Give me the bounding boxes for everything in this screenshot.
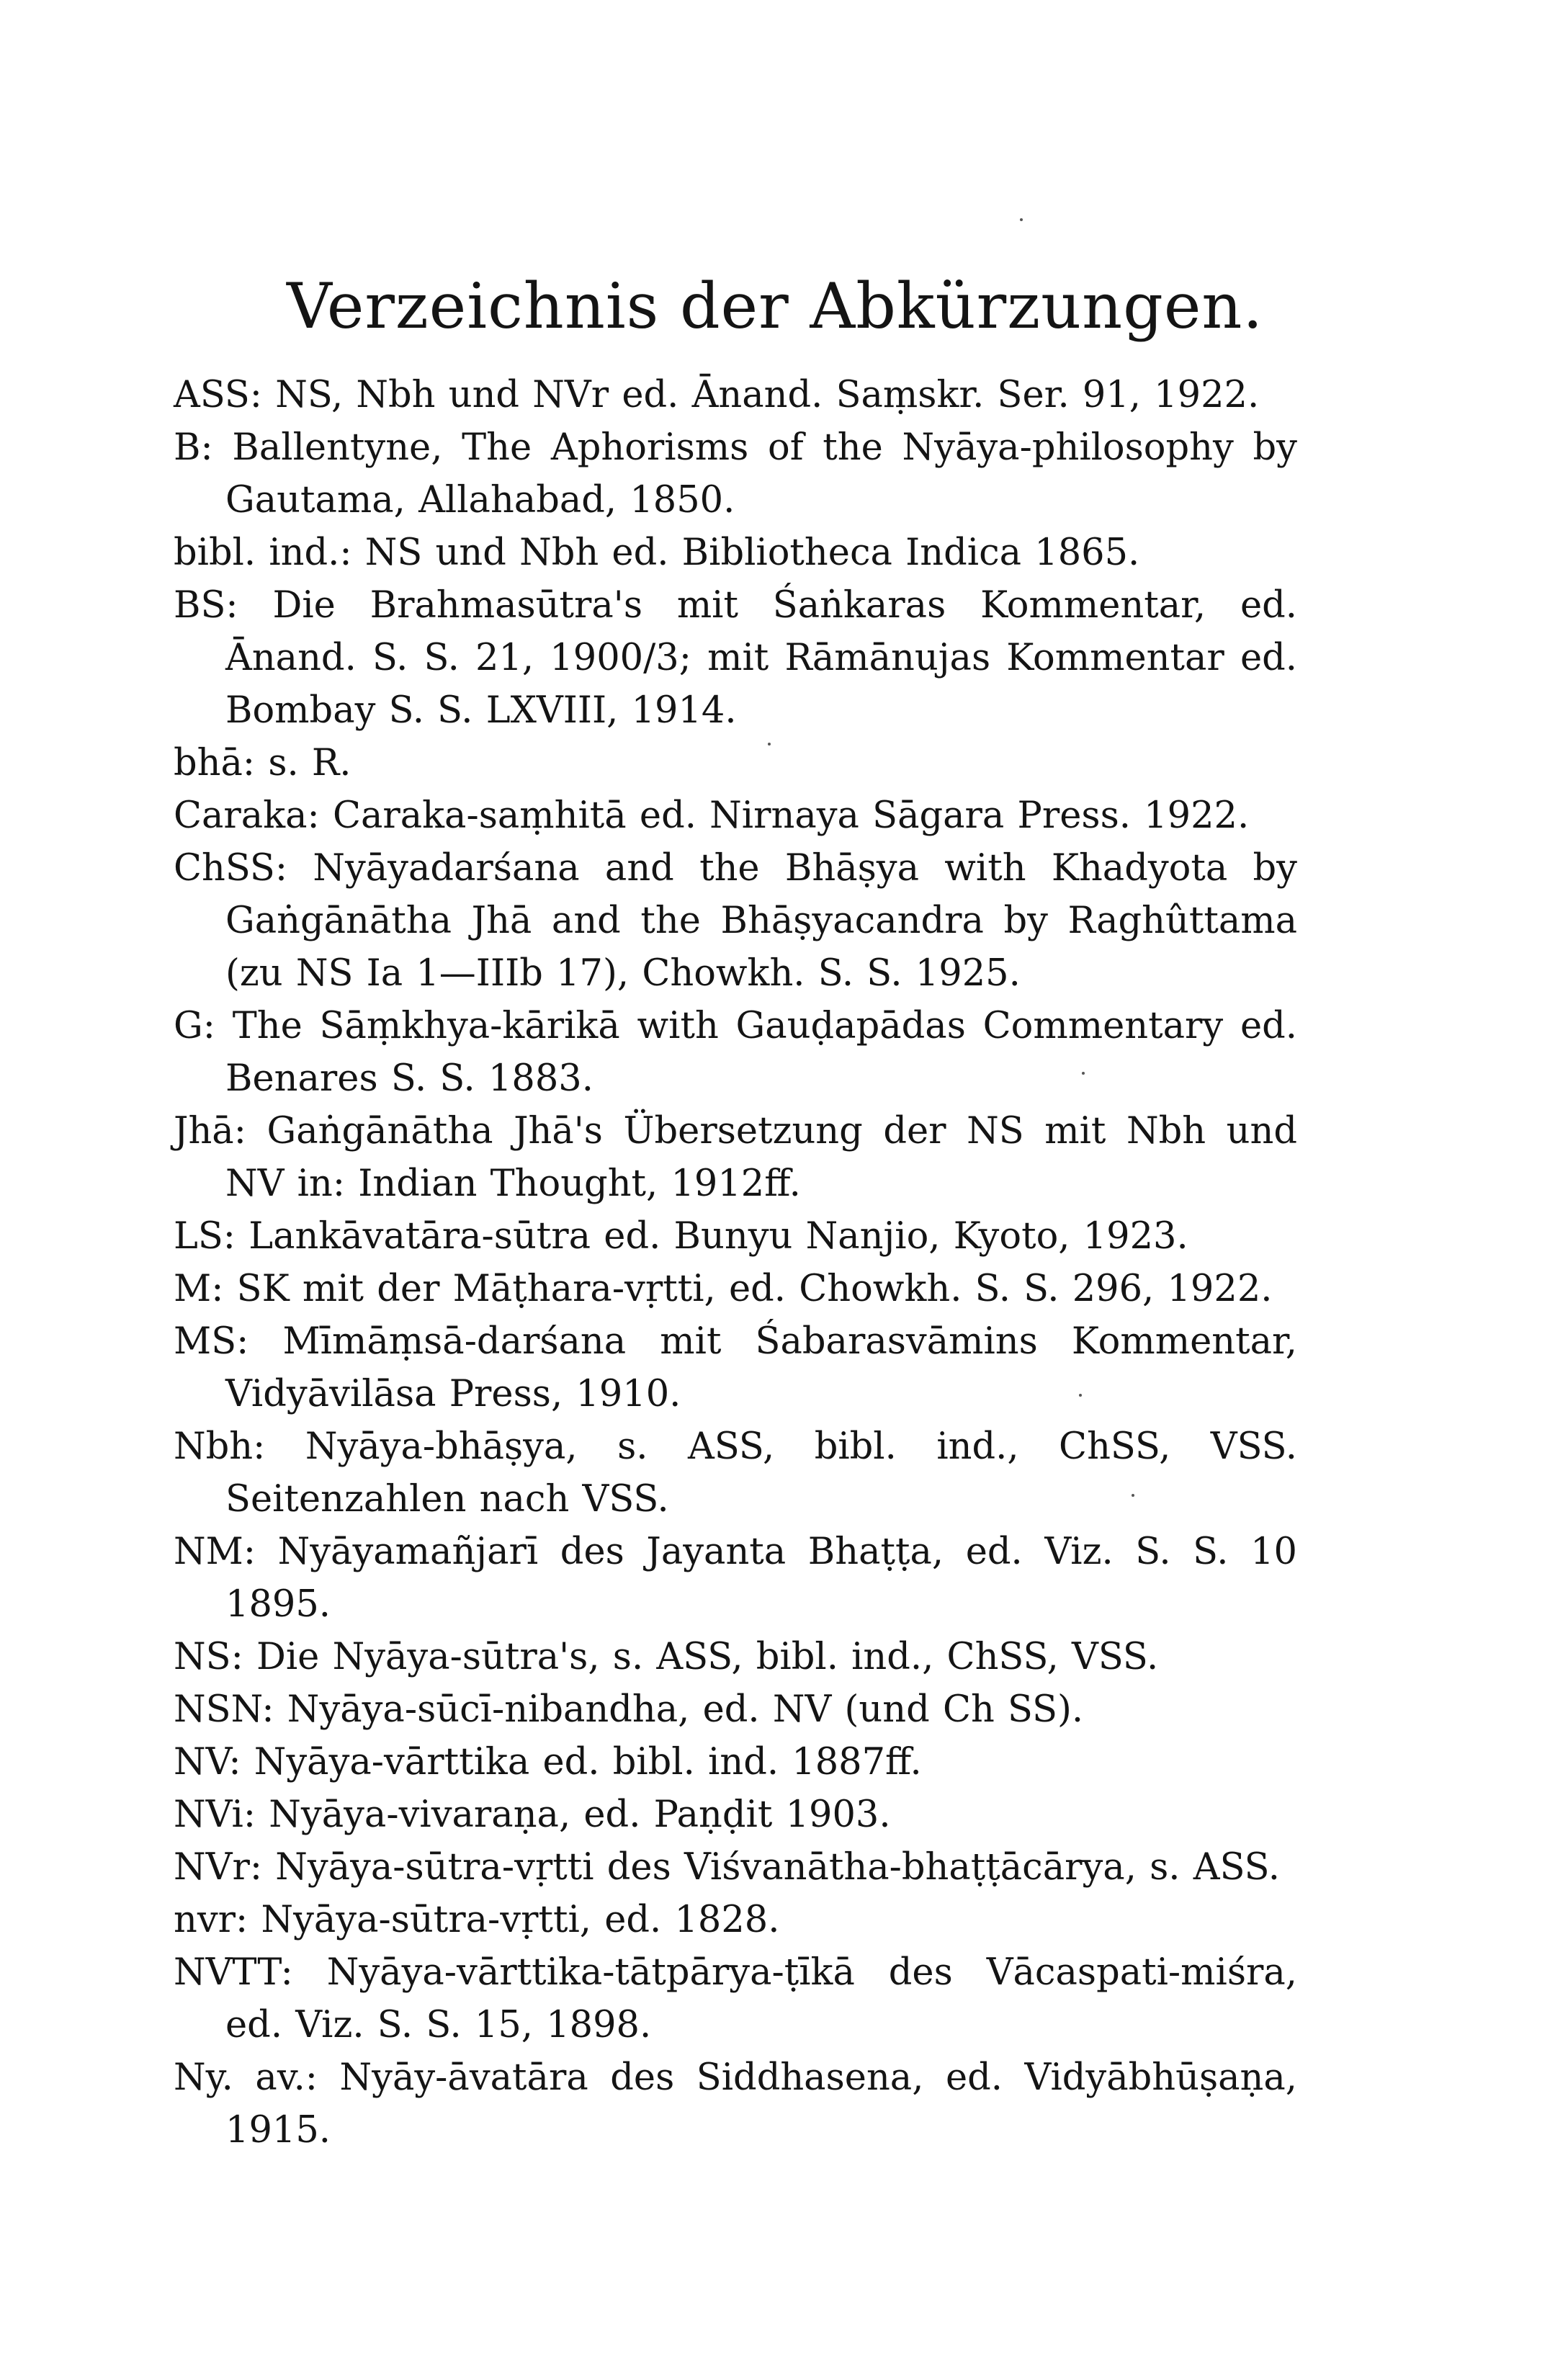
page-title: Verzeichnis der Abkürzungen. <box>287 269 1264 343</box>
abbreviation-text: Nyāya-sūcī-nibandha, ed. NV (und Ch SS). <box>287 1688 1084 1731</box>
scan-speck <box>1020 218 1023 221</box>
abbreviation-key: nvr: <box>174 1899 248 1941</box>
abbreviation-entry <box>174 1263 1297 1315</box>
abbreviation-entry <box>174 579 1297 737</box>
abbreviation-entry <box>174 369 1297 421</box>
abbreviation-entry <box>174 1526 1297 1631</box>
abbreviation-entry <box>174 1946 1297 2051</box>
abbreviation-key: NS: <box>174 1636 243 1678</box>
abbreviation-entry <box>174 1000 1297 1105</box>
scan-speck <box>768 743 771 746</box>
abbreviation-entry <box>174 842 1297 1000</box>
abbreviation-text: Die Nyāya-sūtra's, s. ASS, bibl. ind., ChSS, VSS. <box>256 1636 1159 1678</box>
abbreviation-list <box>174 369 1297 2157</box>
abbreviation-entry <box>174 1736 1297 1789</box>
abbreviation-text: Nyāyadarśana and the Bhāṣya with Khadyota by Gaṅgānātha Jhā and the Bhāṣyacandra by Raghûttama (zu NS Ia 1—IIIb 17), Chowkh. S. S. 1925. <box>225 847 1297 995</box>
abbreviation-key: M: <box>174 1268 224 1310</box>
abbreviation-entry <box>174 1210 1297 1263</box>
abbreviation-text: Nyāya-vārttika ed. bibl. ind. 1887ff. <box>254 1741 922 1783</box>
abbreviation-key: NVTT: <box>174 1951 293 1994</box>
abbreviation-text: Nyāya-vivaraṇa, ed. Paṇḍit 1903. <box>269 1794 891 1836</box>
abbreviation-entry <box>174 1631 1297 1683</box>
abbreviation-entry <box>174 737 1297 789</box>
abbreviation-key: Jhā: <box>174 1110 246 1152</box>
abbreviation-text: Mīmāṃsā-darśana mit Śabarasvāmins Kommentar, Vidyāvilāsa Press, 1910. <box>225 1320 1297 1415</box>
abbreviation-text: Nyāyamañjarī des Jayanta Bhaṭṭa, ed. Viz. S. S. 10 1895. <box>225 1531 1297 1626</box>
abbreviation-text: Nyāya-bhāṣya, s. ASS, bibl. ind., ChSS, VSS. Seitenzahlen nach VSS. <box>225 1425 1297 1521</box>
abbreviation-entry <box>174 789 1297 842</box>
abbreviation-key: LS: <box>174 1215 236 1258</box>
abbreviation-key: NVr: <box>174 1846 263 1889</box>
abbreviation-entry <box>174 1105 1297 1210</box>
abbreviation-key: B: <box>174 426 213 469</box>
abbreviation-text: SK mit der Māṭhara-vṛtti, ed. Chowkh. S. S. 296, 1922. <box>236 1268 1273 1310</box>
abbreviation-entry <box>174 1420 1297 1526</box>
abbreviation-text: Ballentyne, The Aphorisms of the Nyāya-philosophy by Gautama, Allahabad, 1850. <box>225 426 1297 522</box>
abbreviation-key: NM: <box>174 1531 256 1573</box>
abbreviation-text: Nyāy-āvatāra des Siddhasena, ed. Vidyābhūṣaṇa, 1915. <box>225 2056 1298 2152</box>
abbreviation-entry <box>174 1841 1297 1894</box>
abbreviation-text: NS, Nbh und NVr ed. Ānand. Saṃskr. Ser. 91, 1922. <box>275 374 1260 416</box>
scan-speck <box>1082 1072 1085 1075</box>
scan-speck <box>1079 1394 1082 1397</box>
abbreviation-text: Caraka-saṃhitā ed. Nirnaya Sāgara Press. 1922. <box>332 794 1250 837</box>
abbreviation-key: MS: <box>174 1320 249 1363</box>
abbreviation-text: Nyāya-vārttika-tātpārya-ṭīkā des Vācaspati-miśra, ed. Viz. S. S. 15, 1898. <box>225 1951 1297 2046</box>
abbreviation-key: NV: <box>174 1741 241 1783</box>
abbreviation-key: Ny. av.: <box>174 2056 318 2099</box>
abbreviation-text: Gaṅgānātha Jhā's Übersetzung der NS mit Nbh und NV in: Indian Thought, 1912ff. <box>225 1110 1297 1205</box>
abbreviation-key: G: <box>174 1005 215 1047</box>
abbreviation-text: Nyāya-sūtra-vṛtti, ed. 1828. <box>261 1899 780 1941</box>
abbreviation-text: Lankāvatāra-sūtra ed. Bunyu Nanjio, Kyoto, 1923. <box>248 1215 1188 1258</box>
abbreviation-text: Die Brahmasūtra's mit Śaṅkaras Kommentar, ed. Ānand. S. S. 21, 1900/3; mit Rāmānujas Kommentar ed. Bombay S. S. LXVIII, 1914. <box>225 584 1297 732</box>
abbreviation-key: Nbh: <box>174 1425 266 1468</box>
abbreviation-entry <box>174 421 1297 527</box>
abbreviation-text: s. R. <box>268 742 351 784</box>
abbreviation-entry <box>174 1894 1297 1946</box>
abbreviation-text: Nyāya-sūtra-vṛtti des Viśvanātha-bhaṭṭācārya, s. ASS. <box>275 1846 1280 1889</box>
abbreviation-key: NSN: <box>174 1688 274 1731</box>
abbreviation-entry <box>174 1683 1297 1736</box>
abbreviation-text: NS und Nbh ed. Bibliotheca Indica 1865. <box>364 532 1140 574</box>
abbreviation-entry <box>174 2051 1297 2157</box>
abbreviation-text: The Sāṃkhya-kārikā with Gauḍapādas Commentary ed. Benares S. S. 1883. <box>225 1005 1297 1100</box>
abbreviation-entry <box>174 527 1297 579</box>
abbreviation-key: bhā: <box>174 742 256 784</box>
abbreviation-entry <box>174 1789 1297 1841</box>
abbreviation-key: NVi: <box>174 1794 256 1836</box>
abbreviation-key: ASS: <box>174 374 262 416</box>
scan-speck <box>1132 1494 1134 1497</box>
abbreviation-key: ChSS: <box>174 847 288 890</box>
abbreviation-key: Caraka: <box>174 794 320 837</box>
abbreviation-key: bibl. ind.: <box>174 532 352 574</box>
abbreviation-key: BS: <box>174 584 238 627</box>
abbreviation-entry <box>174 1315 1297 1420</box>
